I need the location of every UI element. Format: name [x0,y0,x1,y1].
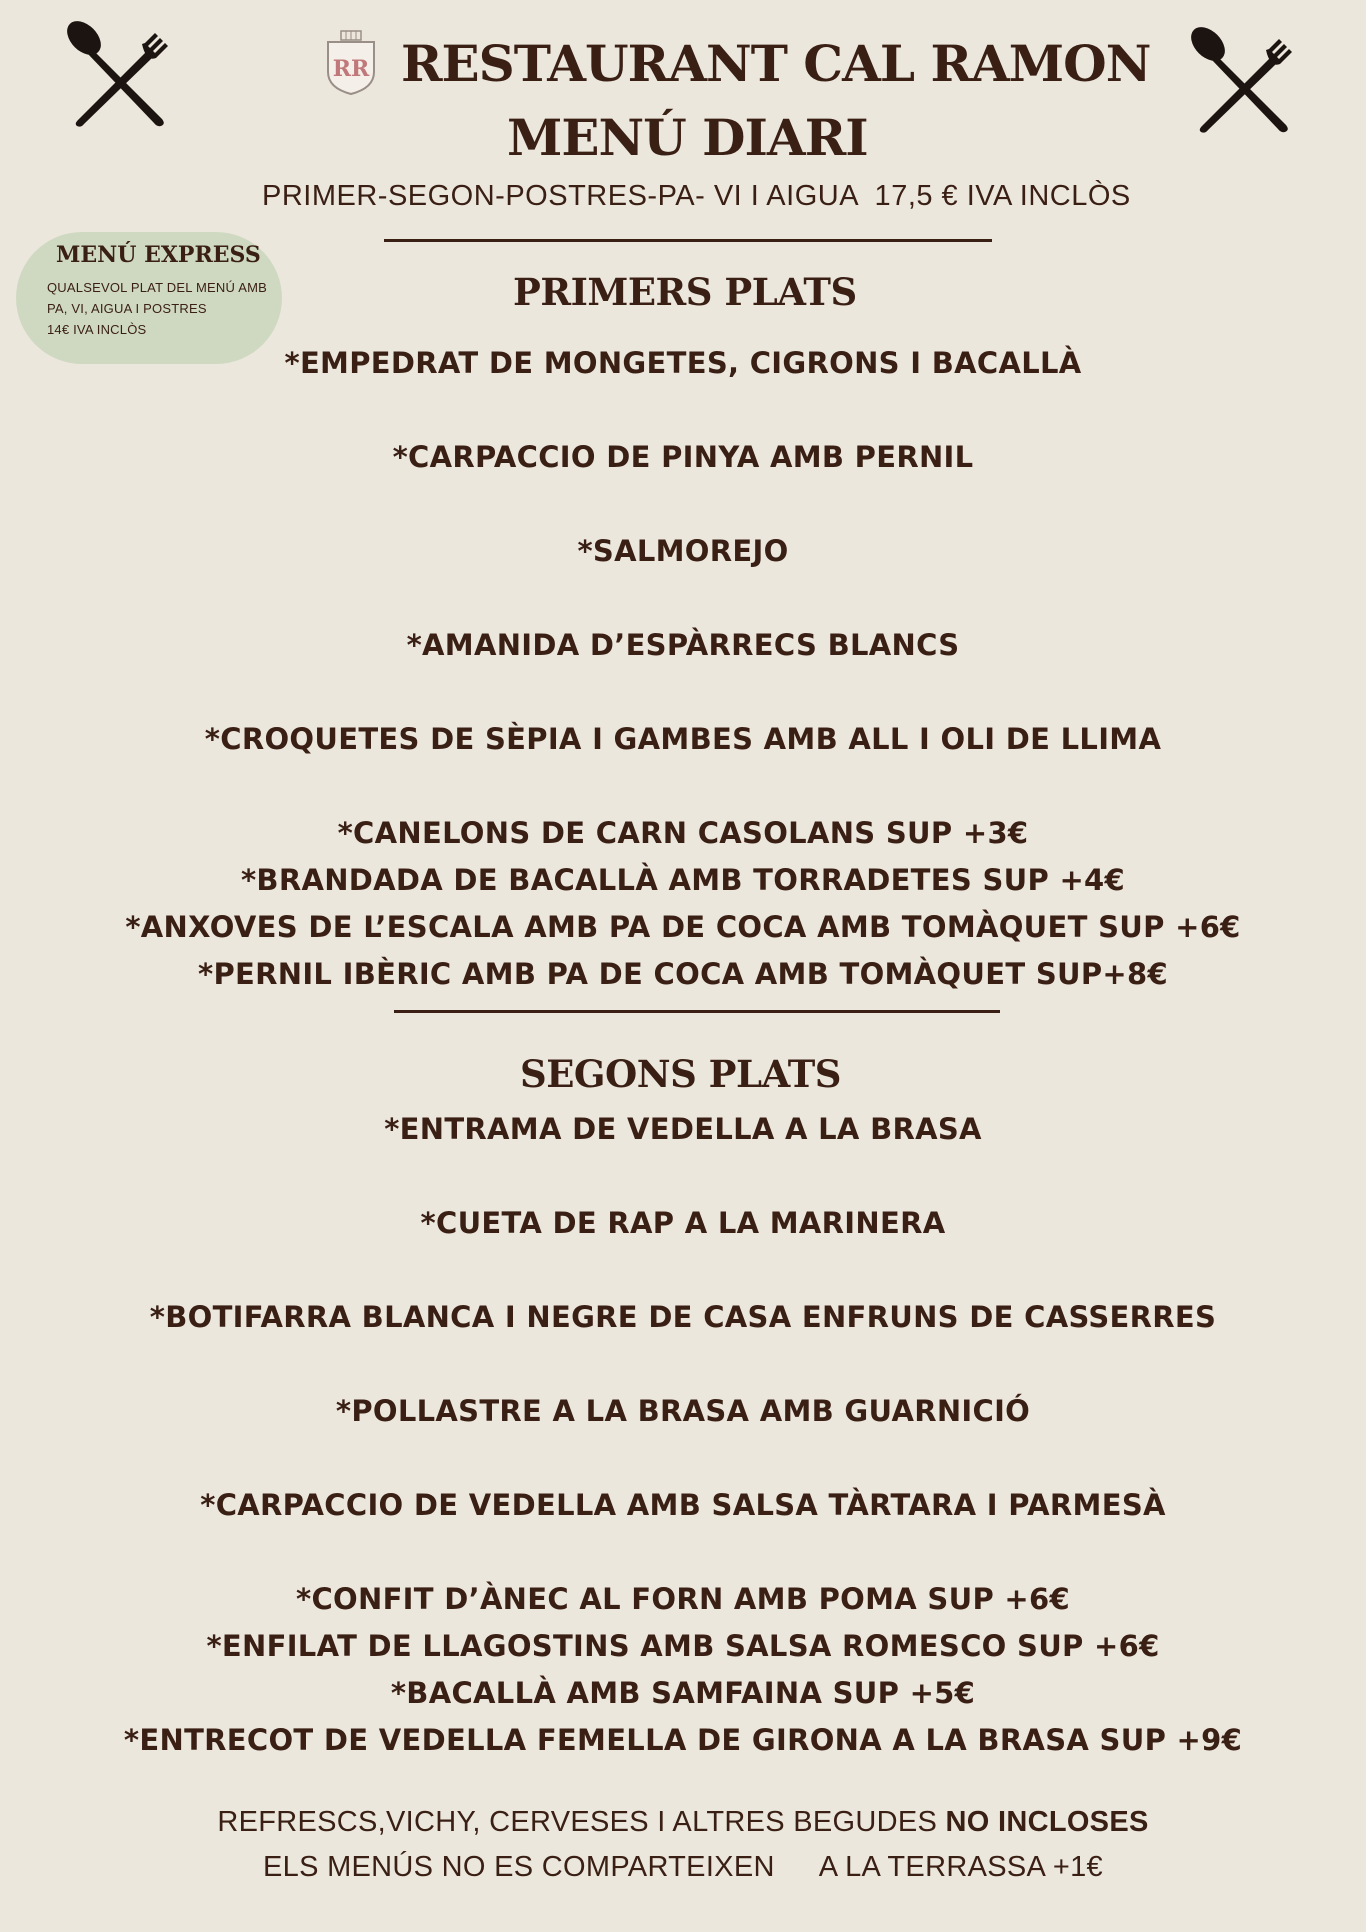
express-line: QUALSEVOL PLAT DEL MENÚ AMB [47,280,267,295]
footer-no-sharing: ELS MENÚS NO ES COMPARTEIXEN [263,1851,775,1883]
spoon-fork-crossed-icon [62,16,178,128]
restaurant-name: RESTAURANT CAL RAMON [401,34,1151,93]
divider [394,1010,1000,1013]
dish-item: *BOTIFARRA BLANCA I NEGRE DE CASA ENFRUNS DE CASSERRES [149,1300,1217,1334]
dish-item: *SALMOREJO [577,534,789,568]
menu-price-tagline: PRIMER-SEGON-POSTRES-PA- VI I AIGUA 17,5 € IVA INCLÒS [262,180,1131,212]
footer-not-included: NO INCLOSES [945,1806,1149,1838]
express-title: MENÚ EXPRESS [56,242,261,268]
section-heading-primers: PRIMERS PLATS [513,270,857,314]
dish-item: *ANXOVES DE L’ESCALA AMB PA DE COCA AMB TOMÀQUET SUP +6€ [125,910,1241,944]
spoon-fork-crossed-icon [1186,22,1302,134]
dish-item: *ENTRAMA DE VEDELLA A LA BRASA [384,1112,982,1146]
dish-item: *BRANDADA DE BACALLÀ AMB TORRADETES SUP +4€ [240,863,1126,897]
express-menu-badge [16,232,282,364]
restaurant-logo [324,30,378,96]
dish-item: *CONFIT D’ÀNEC AL FORN AMB POMA SUP +6€ [296,1582,1070,1616]
express-line: 14€ IVA INCLÒS [47,322,147,337]
dish-item: *POLLASTRE A LA BRASA AMB GUARNICIÓ [335,1394,1031,1428]
footer-drinks-note [0,1806,1366,1839]
dish-item: *CROQUETES DE SÈPIA I GAMBES AMB ALL I OLI DE LLIMA [204,722,1162,756]
footer-sharing-note [0,1851,1366,1884]
footer-drinks-text: REFRESCS,VICHY, CERVESES I ALTRES BEGUDES [217,1806,946,1838]
express-line: PA, VI, AIGUA I POSTRES [47,301,207,316]
dish-item: *ENTRECOT DE VEDELLA FEMELLA DE GIRONA A LA BRASA SUP +9€ [123,1723,1243,1757]
dish-item: *CANELONS DE CARN CASOLANS SUP +3€ [337,816,1029,850]
dish-item: *EMPEDRAT DE MONGETES, CIGRONS I BACALLÀ [284,346,1082,380]
divider [384,239,992,242]
footer-terrace-surcharge: A LA TERRASSA +1€ [818,1851,1103,1883]
svg-text:RR: RR [332,56,370,82]
dish-item: *ENFILAT DE LLAGOSTINS AMB SALSA ROMESCO SUP +6€ [206,1629,1160,1663]
dish-item: *AMANIDA D’ESPÀRRECS BLANCS [406,628,960,662]
dish-item: *BACALLÀ AMB SAMFAINA SUP +5€ [390,1676,976,1710]
dish-item: *CARPACCIO DE VEDELLA AMB SALSA TÀRTARA I PARMESÀ [200,1488,1166,1522]
dish-item: *CARPACCIO DE PINYA AMB PERNIL [392,440,974,474]
dish-item: *CUETA DE RAP A LA MARINERA [420,1206,946,1240]
menu-title: MENÚ DIARI [507,108,868,167]
dish-item: *PERNIL IBÈRIC AMB PA DE COCA AMB TOMÀQUET SUP+8€ [198,957,1168,991]
section-heading-segons: SEGONS PLATS [520,1052,841,1096]
